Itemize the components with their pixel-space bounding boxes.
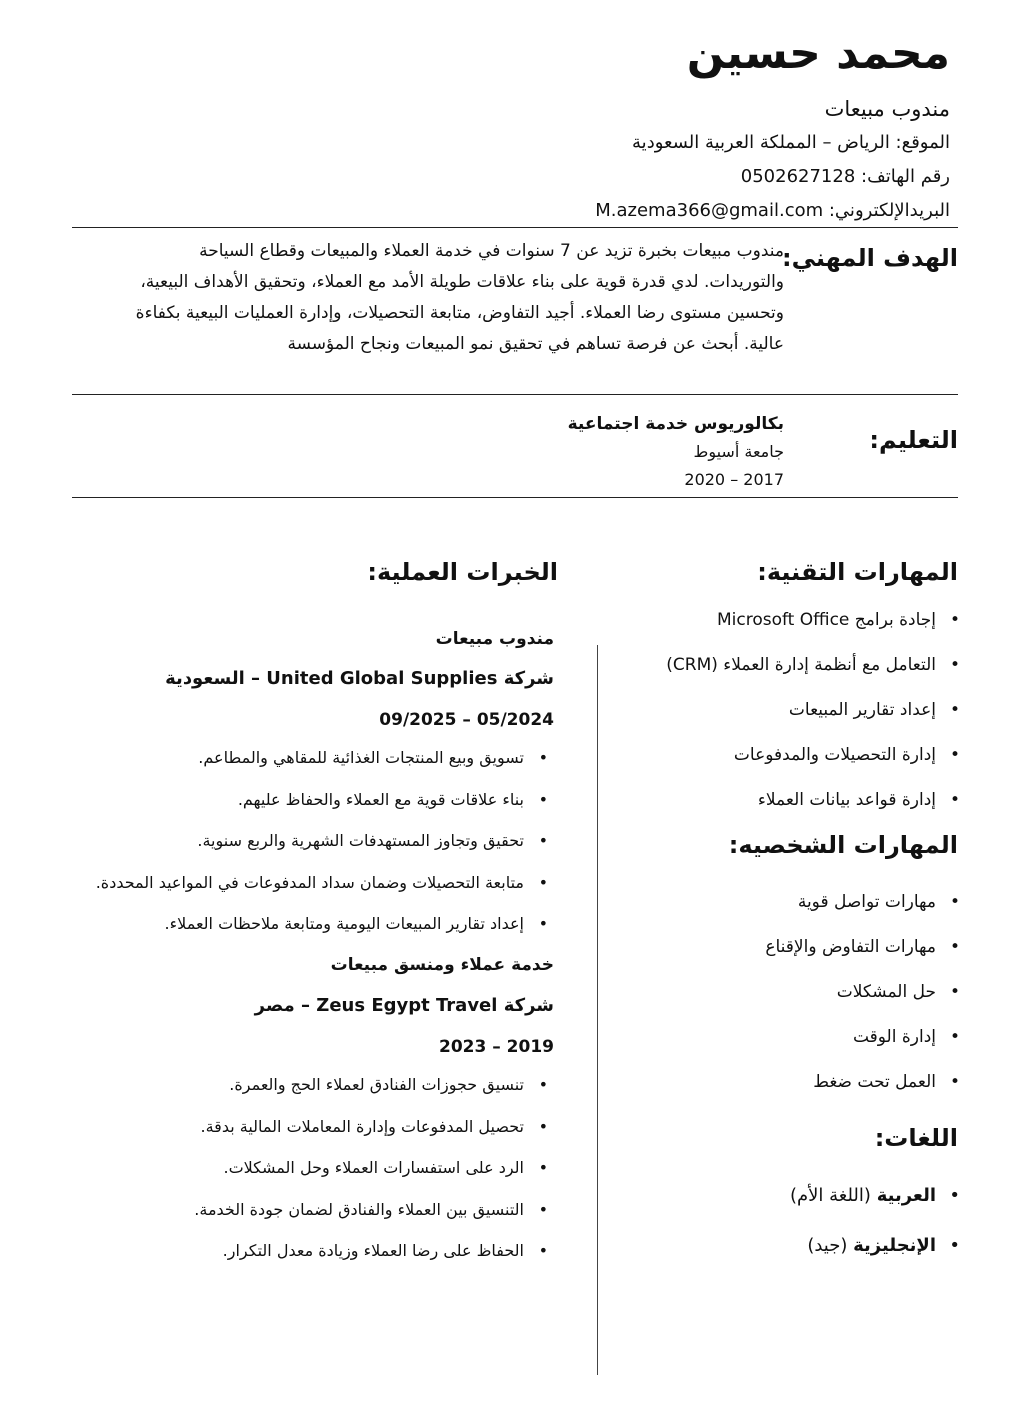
experience-heading: الخبرات العملية:	[367, 558, 558, 586]
column-divider	[597, 645, 598, 1375]
list-item: • إدارة قواعد بيانات العملاء	[666, 786, 966, 831]
job-duties	[14, 744, 554, 952]
education-years: 2017 – 2020	[684, 470, 784, 489]
objective-text: مندوب مبيعات بخبرة تزيد عن 7 سنوات في خدمة العملاء والمبيعات وقطاع السياحة والتوريدات. لدي قدرة قوية على بناء علاقات طويلة الأمد مع العملاء، وتحقيق الأهداف البيعية، وتحسين مستوى رضا العملاء. أجيد التفاوض، متابعة التحصيلات، وإدارة العمليات البيعية بكفاءة عالية. أبحث عن فرصة تساهم في تحقيق نمو المبيعات ونجاح المؤسسة	[135, 241, 784, 354]
list-item: • الرد على استفسارات العملاء وحل المشكلات.	[14, 1154, 554, 1196]
list-item: • إعداد تقارير المبيعات	[666, 696, 966, 741]
job-dates: 05/2024 – 09/2025	[379, 710, 554, 730]
list-item: • تحصيل المدفوعات وإدارة المعاملات المالية بدقة.	[14, 1113, 554, 1155]
list-item: • مهارات تواصل قوية	[765, 888, 966, 933]
list-item: • متابعة التحصيلات وضمان سداد المدفوعات في المواعيد المحددة.	[14, 869, 554, 911]
list-item	[790, 1182, 966, 1232]
location: الموقع: الرياض – المملكة العربية السعودية	[632, 132, 950, 153]
list-item: • تنسيق حجوزات الفنادق لعملاء الحج والعمرة.	[14, 1071, 554, 1113]
job-position: مندوب مبيعات	[435, 629, 554, 649]
contact-block	[350, 92, 950, 228]
education-entry	[384, 410, 784, 494]
language-name: الإنجليزية	[853, 1235, 936, 1256]
list-item: • إدارة التحصيلات والمدفوعات	[666, 741, 966, 786]
job-duties	[14, 1071, 554, 1279]
list-item: • تحقيق وتجاوز المستهدفات الشهرية والربع سنوية.	[14, 827, 554, 869]
list-item: • الحفاظ على رضا العملاء وزيادة معدل التكرار.	[14, 1237, 554, 1279]
divider	[72, 497, 958, 498]
job-title: مندوب مبيعات	[824, 97, 950, 121]
university: جامعة أسيوط	[693, 442, 784, 461]
divider	[72, 394, 958, 395]
list-item: • تسويق وبيع المنتجات الغذائية للمقاهي والمطاعم.	[14, 744, 554, 786]
list-item: • بناء علاقات قوية مع العملاء والحفاظ عليهم.	[14, 786, 554, 828]
list-item: • التنسيق بين العملاء والفنادق لضمان جودة الخدمة.	[14, 1196, 554, 1238]
job-entry	[14, 625, 554, 952]
job-position: خدمة عملاء ومنسق مبيعات	[330, 955, 554, 975]
language-level: (جيد)	[807, 1235, 848, 1256]
email: البريدالإلكتروني: M.azema366@gmail.com	[595, 200, 950, 221]
education-heading: التعليم:	[869, 426, 958, 454]
personal-skills-heading: المهارات الشخصيه:	[728, 831, 958, 859]
degree: بكالوريوس خدمة اجتماعية	[567, 414, 784, 434]
language-name: العربية	[876, 1185, 936, 1206]
list-item: • مهارات التفاوض والإقناع	[765, 933, 966, 978]
job-dates: 2019 – 2023	[439, 1037, 554, 1057]
job-company: شركة United Global Supplies – السعودية	[165, 668, 554, 689]
phone: رقم الهاتف: 0502627128	[740, 166, 950, 187]
languages-list	[790, 1182, 966, 1282]
candidate-name: محمد حسين	[686, 28, 950, 79]
technical-skills-heading: المهارات التقنية:	[757, 558, 958, 586]
personal-skills-list	[765, 888, 966, 1113]
languages-heading: اللغات:	[874, 1124, 958, 1152]
language-level: (اللغة الأم)	[789, 1185, 871, 1206]
list-item: • التعامل مع أنظمة إدارة العملاء (CRM)	[666, 651, 966, 696]
list-item: • حل المشكلات	[765, 978, 966, 1023]
job-entry	[14, 951, 554, 1279]
list-item: • إدارة الوقت	[765, 1023, 966, 1068]
list-item: • إجادة برامج Microsoft Office	[666, 606, 966, 651]
job-company: شركة Zeus Egypt Travel – مصر	[254, 995, 554, 1016]
list-item	[790, 1232, 966, 1282]
objective-heading: الهدف المهني:	[781, 244, 958, 272]
list-item: • العمل تحت ضغط	[765, 1068, 966, 1113]
divider	[72, 227, 958, 228]
list-item: • إعداد تقارير المبيعات اليومية ومتابعة ملاحظات العملاء.	[14, 910, 554, 952]
technical-skills-list	[666, 606, 966, 831]
